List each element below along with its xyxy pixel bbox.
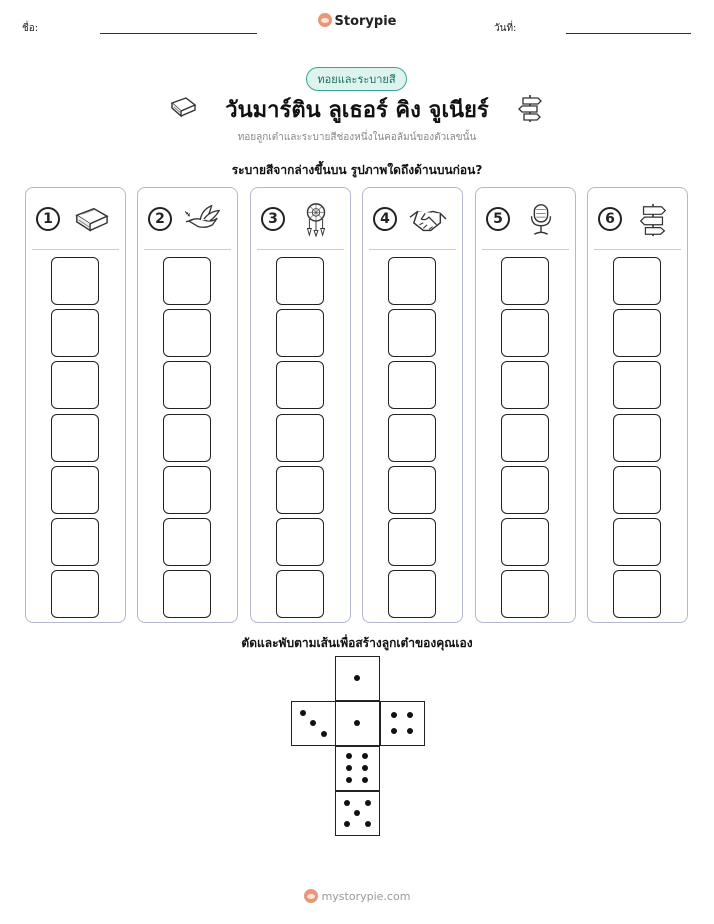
dice-pip: [362, 753, 368, 759]
date-line[interactable]: [566, 33, 691, 34]
color-box[interactable]: [51, 518, 99, 566]
signpost-icon: [515, 93, 545, 123]
color-box[interactable]: [388, 361, 436, 409]
color-box[interactable]: [501, 518, 549, 566]
footer-url[interactable]: mystorypie.com: [321, 890, 411, 903]
color-box[interactable]: [613, 309, 661, 357]
column-divider: [144, 249, 231, 250]
storypie-bear-icon: [318, 13, 332, 27]
color-box[interactable]: [613, 518, 661, 566]
name-label: ชื่อ:: [22, 23, 39, 34]
color-box[interactable]: [501, 414, 549, 462]
color-box[interactable]: [501, 309, 549, 357]
color-box[interactable]: [501, 361, 549, 409]
color-box[interactable]: [163, 309, 211, 357]
dice-pip: [407, 728, 413, 734]
dice-face-1: [335, 701, 380, 746]
color-box[interactable]: [388, 414, 436, 462]
dice-pip: [344, 821, 350, 827]
dice-pip: [300, 710, 306, 716]
color-box[interactable]: [388, 570, 436, 618]
dice-pip: [344, 800, 350, 806]
dreamcatcher-icon: [295, 202, 337, 238]
column-number: 3: [261, 207, 285, 231]
column-4: [362, 187, 463, 623]
storypie-bear-icon: [304, 889, 318, 903]
color-box[interactable]: [388, 257, 436, 305]
dice-pip: [354, 720, 360, 726]
dice-face-3: [291, 701, 336, 746]
dice-pip: [362, 765, 368, 771]
dice-instruction: ตัดและพับตามเส้นเพื่อสร้างลูกเต๋าของคุณเอง: [241, 636, 473, 650]
dice-face-5: [335, 791, 380, 836]
dice-pip: [310, 720, 316, 726]
color-box[interactable]: [276, 466, 324, 514]
column-divider: [482, 249, 569, 250]
color-box[interactable]: [276, 518, 324, 566]
book-icon: [70, 202, 112, 238]
column-3: [250, 187, 351, 623]
color-box[interactable]: [163, 361, 211, 409]
column-divider: [32, 249, 119, 250]
dice-pip: [346, 777, 352, 783]
brand-logo: [0, 13, 714, 29]
color-box[interactable]: [163, 414, 211, 462]
column-number: 1: [36, 207, 60, 231]
dice-face-1: [335, 656, 380, 701]
color-box[interactable]: [613, 466, 661, 514]
column-divider: [369, 249, 456, 250]
column-divider: [257, 249, 344, 250]
color-box[interactable]: [388, 466, 436, 514]
activity-badge: ทอยและระบายสี: [306, 67, 407, 91]
color-box[interactable]: [613, 257, 661, 305]
dice-pip: [354, 810, 360, 816]
column-number: 5: [486, 207, 510, 231]
color-box[interactable]: [388, 518, 436, 566]
dice-pip: [365, 800, 371, 806]
column-number: 4: [373, 207, 397, 231]
color-box[interactable]: [276, 309, 324, 357]
color-box[interactable]: [51, 570, 99, 618]
handshake-icon: [407, 202, 449, 238]
column-divider: [594, 249, 681, 250]
color-box[interactable]: [51, 257, 99, 305]
dice-pip: [346, 765, 352, 771]
column-1: [25, 187, 126, 623]
column-2: [137, 187, 238, 623]
dice-face-6: [335, 746, 380, 791]
color-box[interactable]: [163, 466, 211, 514]
color-box[interactable]: [163, 518, 211, 566]
color-box[interactable]: [388, 309, 436, 357]
dice-pip: [321, 731, 327, 737]
dice-pip: [365, 821, 371, 827]
name-line[interactable]: [100, 33, 257, 34]
color-box[interactable]: [276, 257, 324, 305]
brand-name: Storypie: [334, 14, 397, 29]
dice-pip: [362, 777, 368, 783]
color-box[interactable]: [613, 361, 661, 409]
signpost-icon: [632, 202, 674, 238]
dice-pip: [346, 753, 352, 759]
dove-icon: [182, 202, 224, 238]
color-box[interactable]: [501, 466, 549, 514]
page-title: วันมาร์ติน ลูเธอร์ คิง จูเนียร์: [225, 98, 489, 123]
date-label: วันที่:: [494, 23, 517, 34]
color-box[interactable]: [501, 570, 549, 618]
dice-pip: [391, 712, 397, 718]
color-box[interactable]: [613, 570, 661, 618]
column-number: 2: [148, 207, 172, 231]
dice-face-4: [380, 701, 425, 746]
subtitle: ทอยลูกเต๋าและระบายสีช่องหนึ่งในคอลัมน์ของตัวเลขนั้น: [237, 132, 477, 143]
column-number: 6: [598, 207, 622, 231]
column-5: [475, 187, 576, 623]
dice-pip: [407, 712, 413, 718]
color-box[interactable]: [276, 414, 324, 462]
dice-pip: [354, 675, 360, 681]
footer: [0, 889, 714, 903]
color-box[interactable]: [163, 570, 211, 618]
column-6: [587, 187, 688, 623]
color-box[interactable]: [613, 414, 661, 462]
dice-pip: [391, 728, 397, 734]
color-box[interactable]: [51, 309, 99, 357]
color-box[interactable]: [51, 361, 99, 409]
color-box[interactable]: [501, 257, 549, 305]
color-box[interactable]: [51, 414, 99, 462]
color-box[interactable]: [51, 466, 99, 514]
color-box[interactable]: [276, 570, 324, 618]
color-box[interactable]: [276, 361, 324, 409]
color-box[interactable]: [163, 257, 211, 305]
instruction-text: ระบายสีจากล่างขึ้นบน รูปภาพใดถึงด้านบนก่อน?: [231, 163, 483, 177]
microphone-icon: [520, 202, 562, 238]
